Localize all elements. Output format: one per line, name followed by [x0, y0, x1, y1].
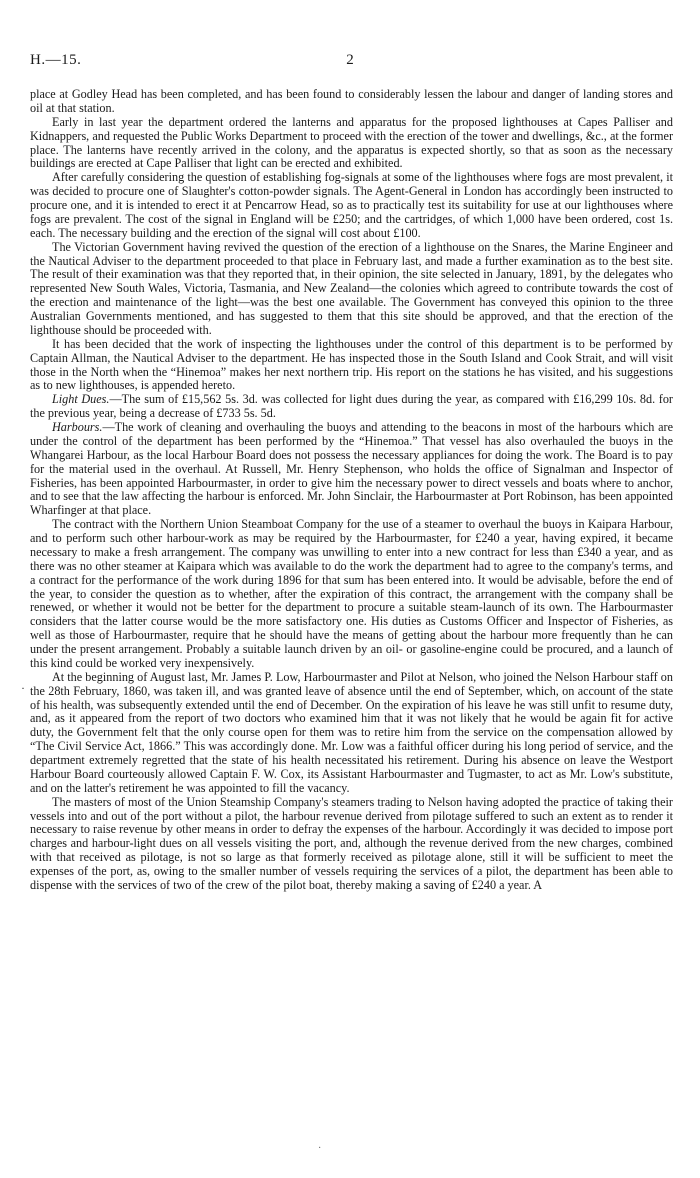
paragraph-lanterns: Early in last year the department ordered the lanterns and apparatus for the proposed lighthouses at Capes Palliser and Kidnappers, and requested the Public Works Department to proceed with the erection of the tower and dwellings, &c., at the former place. The lanterns have recently arrived in the colony, and the apparatus is expected shortly, so that as soon as the necessary buildings are erected at Cape Palliser that light can be erected and exhibited. [30, 114, 673, 171]
paragraph-harbours: Harbours.—The work of cleaning and overhauling the buoys and attending to the beacons in most of the harbours which are under the control of the department has been performed by the “Hinemoa.” That vessel has also overhauled the buoys in the Whangarei Harbour, as the local Harbour Board does not possess the necessary appliances for doing the work. The Board is to pay for the material used in the overhaul. At Russell, Mr. Henry Stephenson, who holds the office of Signalman and Inspector of Fisheries, has been appointed Harbourmaster, in order to give him the necessary power to direct vessels and boats where to anchor, and to see that the law affecting the harbour is enforced. Mr. John Sinclair, the Harbourmaster at Port Robinson, has been appointed Wharfinger at that place. [30, 420, 673, 518]
footer-mark: · [318, 1143, 322, 1154]
body-text [30, 88, 673, 893]
margin-mark: · [21, 681, 25, 695]
page-number: 2 [346, 52, 354, 68]
paragraph-kaipara-contract: The contract with the Northern Union Steamboat Company for the use of a steamer to overhaul the buoys in Kaipara Harbour, and to perform such other harbour-work as may be required by the Harbourmaster, for £240 a year, having expired, it became necessary to make a fresh arrangement. The company was unwilling to enter into a new contract for less than £340 a year, and as there was no other steamer at Kaipara which was available to do the work the department had to agree to the company's terms, and a contract for the performance of the work during 1896 for that sum has been entered into. It would be advisable, before the end of the year, to consider the question as to whether, after the expiration of this contract, the arrangement with the company shall be renewed, or whether it would not be better for the department to procure a suitable steam-launch of its own. The Harbourmaster considers that the latter course would be the more satisfactory one. His duties as Customs Officer and Inspector of Fisheries, as well as those of Harbourmaster, require that he should have the means of getting about the harbour more frequently than he can under the present arrangement. Probably a suitable launch driven by an oil- or gasoline-engine could be procured, and a launch of this kind could be worked very inexpensively. [30, 517, 673, 670]
light-dues-heading: Light Dues. [52, 392, 110, 407]
paragraph-nelson-harbourmaster: At the beginning of August last, Mr. James P. Low, Harbourmaster and Pilot at Nelson, who joined the Nelson Harbour staff on the 28th February, 1860, was taken ill, and was granted leave of absence until the end of September, which, on account of the state of his health, was subsequently extended until the end of December. On the expiration of his leave he was still unfit to resume duty, and, as it appeared from the report of two doctors who examined him that it was not likely that he would be again fit for active duty, the Government felt that the only course open for them was to retire him from the service on the compensation allowed by “The Civil Service Act, 1866.” This was accordingly done. Mr. Low was a faithful officer during his long period of service, and the department extremely regretted that the state of his health necessitated his retirement. During his absence on leave the Westport Harbour Board courteously allowed Captain F. W. Cox, its Assistant Harbourmaster and Tugmaster, to act as Mr. Low's substitute, and on the latter's retirement he was appointed to fill the vacancy. [30, 669, 673, 795]
paragraph-inspection: It has been decided that the work of inspecting the lighthouses under the control of this department is to be performed by Captain Allman, the Nautical Adviser to the department. He has inspected those in the South Island and Cook Strait, and will visit those in the North when the “Hinemoa” makes her next northern trip. His report on the stations he has visited, and his suggestions as to new lighthouses, is appended hereto. [30, 336, 673, 393]
paragraph-nelson-pilotage: The masters of most of the Union Steamship Company's steamers trading to Nelson having adopted the practice of taking their vessels into and out of the port without a pilot, the harbour revenue derived from pilotage suffered to such an extent as to render it necessary to raise revenue by other means in order to defray the expenses of the harbour. Accordingly it was decided to impose port charges and harbour-light dues on all vessels visiting the port, and, although the revenue derived from the new charges, combined with that received as pilotage, is not so large as that formerly received as pilotage alone, still it will be sufficient to meet the expenses of the port, as, owing to the smaller number of vessels requiring the services of a pilot, the department has been able to dispense with the services of two of the crew of the pilot boat, thereby making a saving of £240 a year. A [30, 794, 673, 892]
paragraph-fog-signals: After carefully considering the question of establishing fog-signals at some of the lighthouses where fogs are most prevalent, it was decided to procure one of Slaughter's cotton-powder signals. The Agent-General in London has accordingly been instructed to procure one, and it is intended to erect it at Pencarrow Head, so as to practically test its suitability for use at our lighthouses where fogs are prevalent. The cost of the signal in England will be £250; and the cartridges, of which 1,000 have been ordered, cost 1s. each. The necessary building and the erection of the signal will cost about £100. [30, 170, 673, 240]
page-header [30, 52, 670, 72]
document-reference: H.—15. [30, 52, 82, 68]
paragraph-snares-lighthouse: The Victorian Government having revived the question of the erection of a lighthouse on the Snares, the Marine Engineer and the Nautical Adviser to the department proceeded to that place in February last, and made a further examination as to the best site. The result of their examination was that they reported that, in their opinion, the site selected in January, 1891, by the delegates who represented New South Wales, Victoria, Tasmania, and New Zealand—the colonies which agreed to contribute towards the cost of the erection and maintenance of the light—was the best one available. The Government has conveyed this opinion to the three Australian Governments mentioned, and has suggested to them that this site should be approved, and that the erection of the lighthouse should be proceeded with. [30, 239, 673, 337]
harbours-heading: Harbours. [52, 420, 103, 434]
paragraph-godley-head: place at Godley Head has been completed, and has been found to considerably lessen the labour and danger of landing stores and oil at that station. [30, 87, 673, 115]
paragraph-light-dues: Light Dues.—The sum of £15,562 5s. 3d. was collected for light dues during the year, as compared with £16,299 10s. 8d. for the previous year, being a decrease of £733 5s. 5d. [30, 392, 673, 421]
